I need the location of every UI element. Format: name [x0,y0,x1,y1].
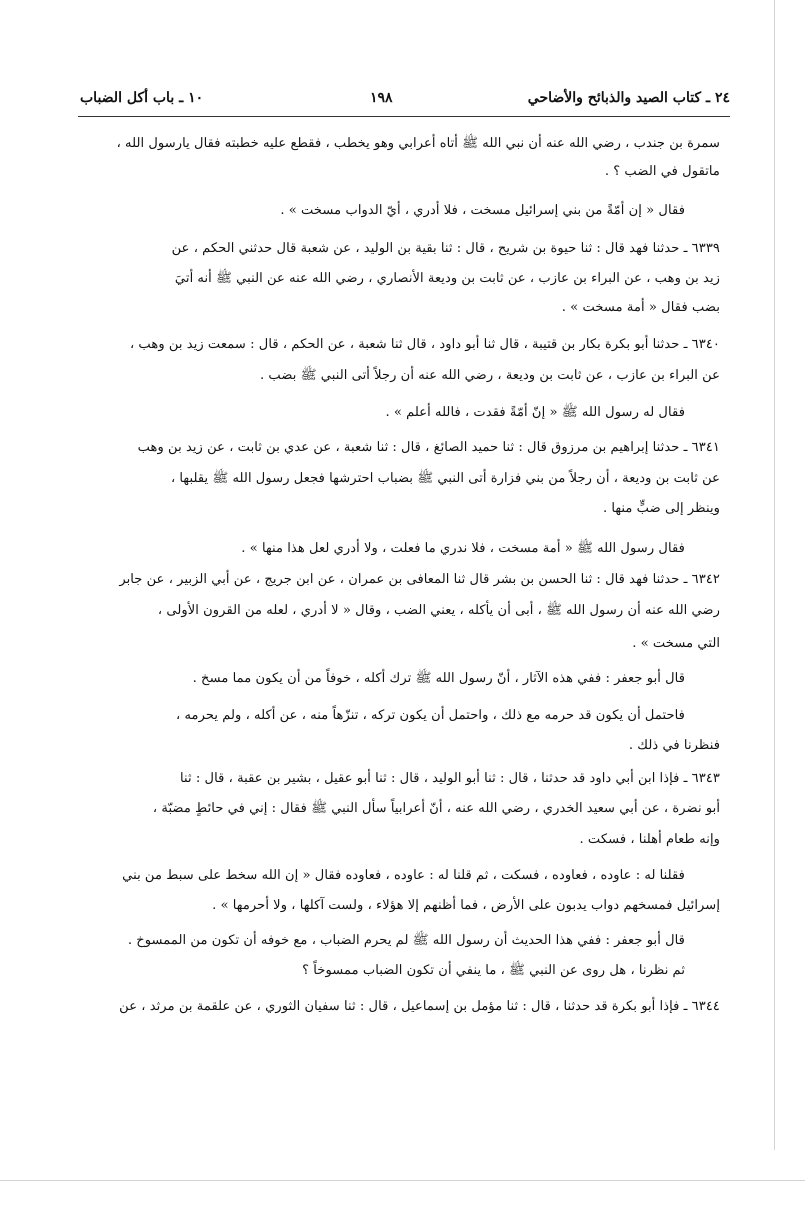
hadith-line: ٦٣٤٤ ـ فإذا أبو بكرة قد حدثنا ، قال : ثنا مؤمل بن إسماعيل ، قال : ثنا سفيان الثوري ، عن علقمة بن مرثد ، عن [119,999,720,1014]
text-line: ثم نظرنا ، هل روى عن النبي ﷺ ، ما ينفي أن تكون الضباب ممسوخاً ؟ [302,963,685,978]
text-line: وينظر إلى ضبٍّ منها . [602,501,720,516]
text-line: عن البراء بن عازب ، عن ثابت بن وديعة ، رضي الله عنه أن رجلاً أتى النبي ﷺ بضب . [260,368,720,383]
hadith-line: ٦٣٤١ ـ حدثنا إبراهيم بن مرزوق قال : ثنا حميد الصائغ ، قال : ثنا شعبة ، عن عدي بن ثابت ، عن زيد بن وهب [137,440,720,455]
text-line: فنظرنا في ذلك . [628,738,720,753]
page-edge-right [774,0,775,1150]
text-line: ماتقول في الضب ؟ . [604,164,720,179]
text-line: عن ثابت بن وديعة ، أن رجلاً من بني فزارة أتى النبي ﷺ بضباب احترشها فجعل رسول الله ﷺ يقلبها ، [170,471,720,486]
page-edge-bottom [0,1180,805,1181]
hadith-line: ٦٣٤٣ ـ فإذا ابن أبي داود قد حدثنا ، قال : ثنا أبو الوليد ، قال : ثنا أبو عقيل ، بشير بن عقبة ، قال : ثنا [180,771,720,786]
header-rule [78,116,730,117]
hadith-line: ٦٣٤٠ ـ حدثنا أبو بكرة بكار بن قتيبة ، قال ثنا أبو داود ، قال ثنا شعبة ، عن الحكم ، قال : سمعت زيد بن وهب ، [129,337,720,352]
chapter-title: ٢٤ ـ كتاب الصيد والذبائح والأضاحي [527,90,730,106]
running-header [80,90,730,112]
text-line: سمرة بن جندب ، رضي الله عنه أن نبي الله ﷺ أتاه أعرابي وهو يخطب ، فقطع عليه خطبته فقال يارسول الله ، [116,136,720,151]
text-line: بضب فقال « أمة مسخت » . [561,300,720,315]
text-line: إسرائيل فمسخهم دواب يدبون على الأرض ، فما أظنهم إلا هؤلاء ، ولست آكلها ، ولا أحرمها » . [212,898,720,913]
text-line: فقال له رسول الله ﷺ « إنّ أمّةً فقدت ، فالله أعلم » . [385,405,685,420]
text-line: فقال رسول الله ﷺ « أمة مسخت ، فلا ندري ما فعلت ، ولا أدري لعل هذا منها » . [241,541,685,556]
section-title: ١٠ ـ باب أكل الضباب [80,90,204,106]
text-line: التي مسخت » . [632,636,720,651]
hadith-line: ٦٣٣٩ ـ حدثنا فهد قال : ثنا حيوة بن شريح ، قال : ثنا بقية بن الوليد ، عن شعبة قال حدثني الحكم ، عن [171,241,720,256]
text-line: رضي الله عنه أن رسول الله ﷺ ، أبى أن يأكله ، يعني الضب ، وقال « لا أدري ، لعله من القرون الأولى ، [157,603,720,618]
text-line: أبو نضرة ، عن أبي سعيد الخدري ، رضي الله عنه ، أنّ أعرابياً سأل النبي ﷺ فقال : إني في حائطٍ مضبّة ، [152,801,720,816]
text-line: فقلنا له : عاوده ، فعاوده ، فسكت ، ثم قلنا له : عاوده ، فعاوده فقال « إن الله سخط على سبط من بني [122,868,685,883]
hadith-line: ٦٣٤٢ ـ حدثنا فهد قال : ثنا الحسن بن بشر قال ثنا المعافى بن عمران ، عن ابن جريج ، عن أبي الزبير ، عن جابر [119,572,720,587]
page-number: ١٩٨ [370,90,393,106]
text-line: فاحتمل أن يكون قد حرمه مع ذلك ، واحتمل أن يكون تركه ، تنزّهاً منه ، عن أكله ، ولم يحرمه ، [176,708,685,723]
text-line: قال أبو جعفر : ففي هذا الحديث أن رسول الله ﷺ لم يحرم الضباب ، مع خوفه أن تكون من الممسوخ . [127,933,685,948]
text-line: زيد بن وهب ، عن البراء بن عازب ، عن ثابت بن وديعة الأنصاري ، رضي الله عنه عن النبي ﷺ أنه أتيَ [174,271,720,286]
text-line: قال أبو جعفر : ففي هذه الآثار ، أنّ رسول الله ﷺ ترك أكله ، خوفاً من أن يكون مما مسخ . [192,671,685,686]
text-line: وإنه طعام أهلنا ، فسكت . [579,832,720,847]
text-line: فقال « إن أمّةً من بني إسرائيل مسخت ، فلا أدري ، أيّ الدواب مسخت » . [280,203,685,218]
